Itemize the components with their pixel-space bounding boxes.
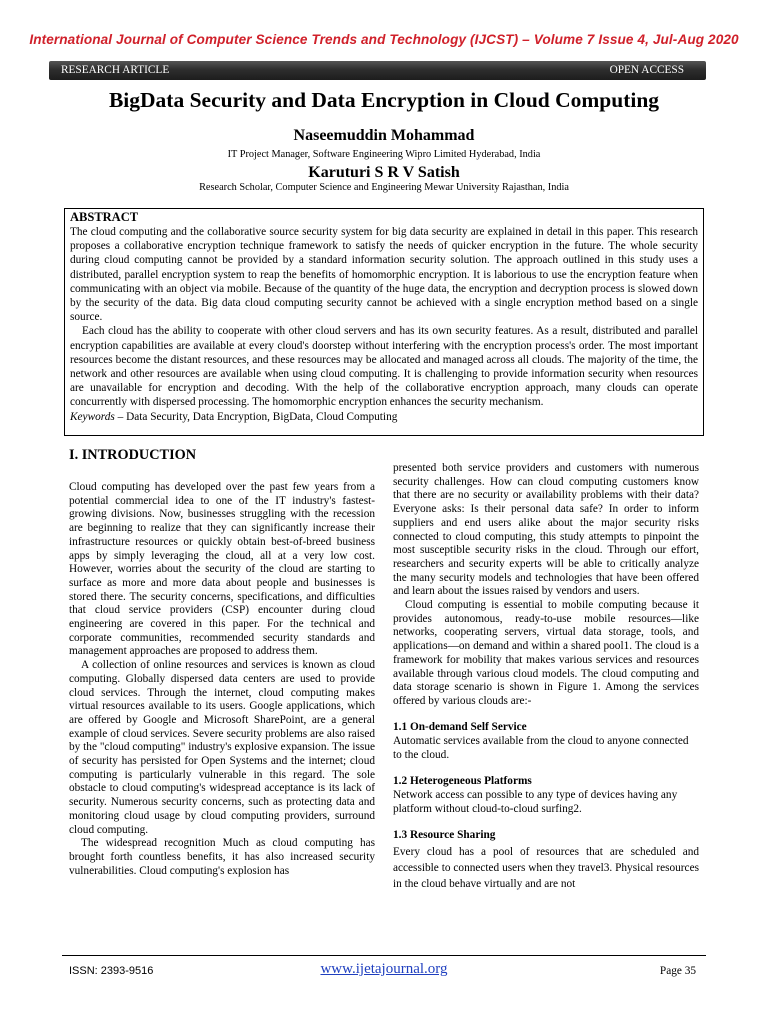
- author-name: Karuturi S R V Satish: [308, 164, 460, 181]
- body-paragraph: Automatic services available from the cloud to anyone connected to the cloud.: [393, 735, 689, 762]
- abstract-box: [64, 208, 704, 436]
- abstract-paragraph: Each cloud has the ability to cooperate with other cloud servers and has its own security features. As a result, distributed and parallel encryption capabilities are available at every cloud's doorstep without interfering with the encryption process's order. The most important resources become the distant resources, and these resources may be allocated and managed across all clouds. The majority of the time, the network and other resources are available when using cloud computing. It is challenging to provide information security when resources are unavailable for encryption and decoding. With the help of the collaborative encryption approach, many clouds can operate concurrently with dispersed processing. The homomorphic encryption enhances the security mechanism.: [70, 325, 698, 409]
- body-paragraph: Network access can possible to any type of devices having any platform without cloud-to-cloud surfing2.: [393, 789, 678, 816]
- section-heading: I. INTRODUCTION: [69, 447, 197, 463]
- body-paragraph: Cloud computing has developed over the past few years from a potential commercial idea to one of the IT industry's fastest-growing divisions. Now, businesses struggling with the recession are beginning to realize that they can significantly increase their infrastructure resources or quickly obtain best-of-breed business apps by simply leveraging the cloud, all at a very low cost. However, worries about the security of the cloud are starting to surface as more and more data about people and businesses is stored there. The security concerns, specifications, and difficulties that cloud service providers (CSP) encounter during cloud engineering are covered in this paper. For the technical and corporate communities, recommended security standards and management approaches are proposed to address them.: [69, 481, 375, 658]
- author-affiliation: Research Scholar, Computer Science and Engineering Mewar University Rajasthan, India: [199, 182, 569, 193]
- page-number: Page 35: [659, 965, 696, 977]
- abstract-paragraph: The cloud computing and the collaborative source security system for big data security are explained in detail in this paper. This research proposes a collaborative encryption technique framework to satisfy the needs of quicker encryption in the future. The whole security during cloud computing cannot be provided by a standard information security solution. The approach outlined in this study uses a distributed, parallel encryption system to reap the benefits of homomorphic encryption. It is laborious to use the encryption feature when communicating with an object via mobile. Because of the quantity of the huge data, the encryption and decryption process is slowed down by the security of the data. Big data cloud computing security cannot be achieved with a single encryption method based on a single source.: [70, 226, 698, 324]
- footer-divider: [62, 955, 706, 956]
- subsection-heading: 1.2 Heterogeneous Platforms: [393, 774, 532, 787]
- body-paragraph: Every cloud has a pool of resources that are scheduled and accessible to connected users when they travel3. Physical resources in the cloud behave virtually and are not: [393, 845, 699, 890]
- subsection-heading: 1.3 Resource Sharing: [393, 828, 496, 841]
- body-paragraph: A collection of online resources and services is known as cloud computing. Globally dispersed data centers are used to provide cloud services. Through the internet, cloud computing makes virtual resources available to its users. Google applications, which are offered by Google and Microsoft SharePoint, are a general example of cloud services. Severe security problems are also raised by the "cloud computing" industry's explosive expansion. The issue of security has persisted for Open Systems and the internet; cloud computing is particularly vulnerable in this regard. The sole obstacle to cloud computing's widespread acceptance is its lack of security. Numerous security concerns, such as protecting data and monitoring cloud usage by cloud computing providers, surround cloud computing.: [69, 659, 375, 836]
- left-column: [69, 446, 375, 878]
- journal-website-link[interactable]: www.ijetajournal.org: [320, 961, 448, 977]
- paper-title: BigData Security and Data Encryption in Cloud Computing: [108, 88, 660, 112]
- issn-label: ISSN: 2393-9516: [69, 965, 154, 977]
- author-affiliation: IT Project Manager, Software Engineering Wipro Limited Hyderabad, India: [227, 149, 541, 160]
- body-paragraph: The widespread recognition Much as cloud computing has brought forth countless benefits, it has also increased security vulnerabilities. Cloud computing's explosion has: [69, 837, 375, 877]
- journal-header: International Journal of Computer Science Trends and Technology (IJCST) – Volume 7 Issue 4, Jul-Aug 2020: [29, 32, 739, 47]
- body-paragraph: Cloud computing is essential to mobile computing because it provides autonomous, ready-to-use mobile resources—like networks, cooperating servers, virtual data storage, tools, and applications—on demand and within a shared pool1. The cloud is a framework for mobility that makes various services and resources available through various cloud models. The cloud computing and data storage scenario is shown in Figure 1. Among the services offered by various clouds are:-: [393, 599, 699, 707]
- body-paragraph: presented both service providers and customers with numerous security challenges. How can cloud computing customers know that there are no security or availability problems with their data? Everyone asks: Is their personal data safe? In order to inform suppliers and end users alike about the major security risks connected to cloud computing, this study attempts to pinpoint the most susceptible security risks in the cloud. Through our effort, researchers and security experts will be able to critically analyze the many security models and technologies that have been offered and learn about the issues raised by vendors and users.: [393, 462, 699, 598]
- keywords-text: – Data Security, Data Encryption, BigData, Cloud Computing: [114, 410, 398, 423]
- article-type-label: RESEARCH ARTICLE: [61, 64, 170, 76]
- subsection-heading: 1.1 On-demand Self Service: [393, 720, 527, 733]
- author-name: Naseemuddin Mohammad: [293, 127, 475, 144]
- keywords-line: [70, 410, 698, 424]
- abstract-heading: ABSTRACT: [70, 210, 139, 224]
- open-access-label: OPEN ACCESS: [609, 64, 684, 76]
- right-column: [393, 462, 699, 892]
- article-banner: [49, 61, 706, 80]
- keywords-label: Keywords: [70, 410, 115, 423]
